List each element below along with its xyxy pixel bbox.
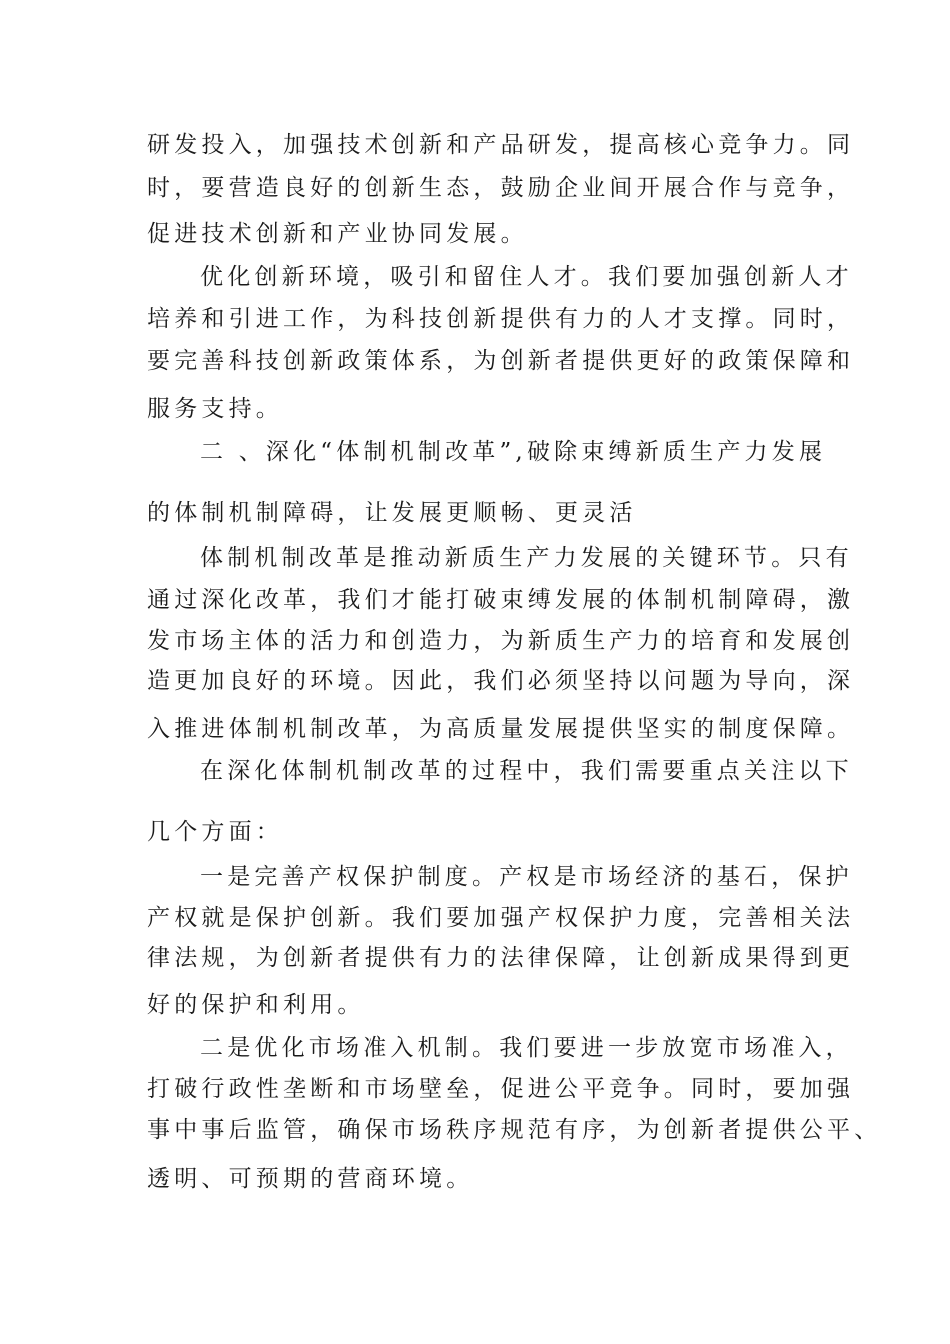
text-line: 培养和引进工作，为科技创新提供有力的人才支撑。同时， [147,306,855,332]
text-line: 好的保护和利用。 [147,992,365,1018]
text-line: 产权就是保护创新。我们要加强产权保护力度，完善相关法 [147,905,855,931]
text-line: 通过深化改革，我们才能打破束缚发展的体制机制障碍，激 [147,587,855,613]
text-line: 要完善科技创新政策体系，为创新者提供更好的政策保障和 [147,348,855,374]
text-line: 发市场主体的活力和创造力，为新质生产力的培育和发展创 [147,628,855,654]
text-line: 研发投入，加强技术创新和产品研发，提高核心竞争力。同 [147,132,855,158]
paragraph-start-line: 二是优化市场准入机制。我们要进一步放宽市场准入， [200,1035,853,1061]
text-line: 造更加良好的环境。因此，我们必须坚持以问题为导向，深 [147,668,855,694]
paragraph-start-line: 在深化体制机制改革的过程中，我们需要重点关注以下 [200,758,853,784]
text-line: 事中事后监管，确保市场秩序规范有序，为创新者提供公平、 [147,1117,882,1143]
text-line: 促进技术创新和产业协同发展。 [147,221,528,247]
text-line: 入推进体制机制改革，为高质量发展提供坚实的制度保障。 [147,716,855,742]
section-heading-line: 的体制机制障碍，让发展更顺畅、更灵活 [147,500,637,526]
paragraph-start-line: 一是完善产权保护制度。产权是市场经济的基石，保护 [200,864,853,890]
section-heading-line: 二 、深化“体制机制改革”,破除束缚新质生产力发展 [200,439,827,465]
text-line: 几个方面： [147,819,283,845]
text-line: 透明、可预期的营商环境。 [147,1166,474,1192]
text-line: 打破行政性垄断和市场壁垒，促进公平竞争。同时，要加强 [147,1076,855,1102]
paragraph-start-line: 优化创新环境，吸引和留住人才。我们要加强创新人才 [200,264,853,290]
paragraph-start-line: 体制机制改革是推动新质生产力发展的关键环节。只有 [200,545,853,571]
text-line: 服务支持。 [147,396,283,422]
text-line: 律法规，为创新者提供有力的法律保障，让创新成果得到更 [147,945,855,971]
text-line: 时，要营造良好的创新生态，鼓励企业间开展合作与竞争， [147,175,855,201]
